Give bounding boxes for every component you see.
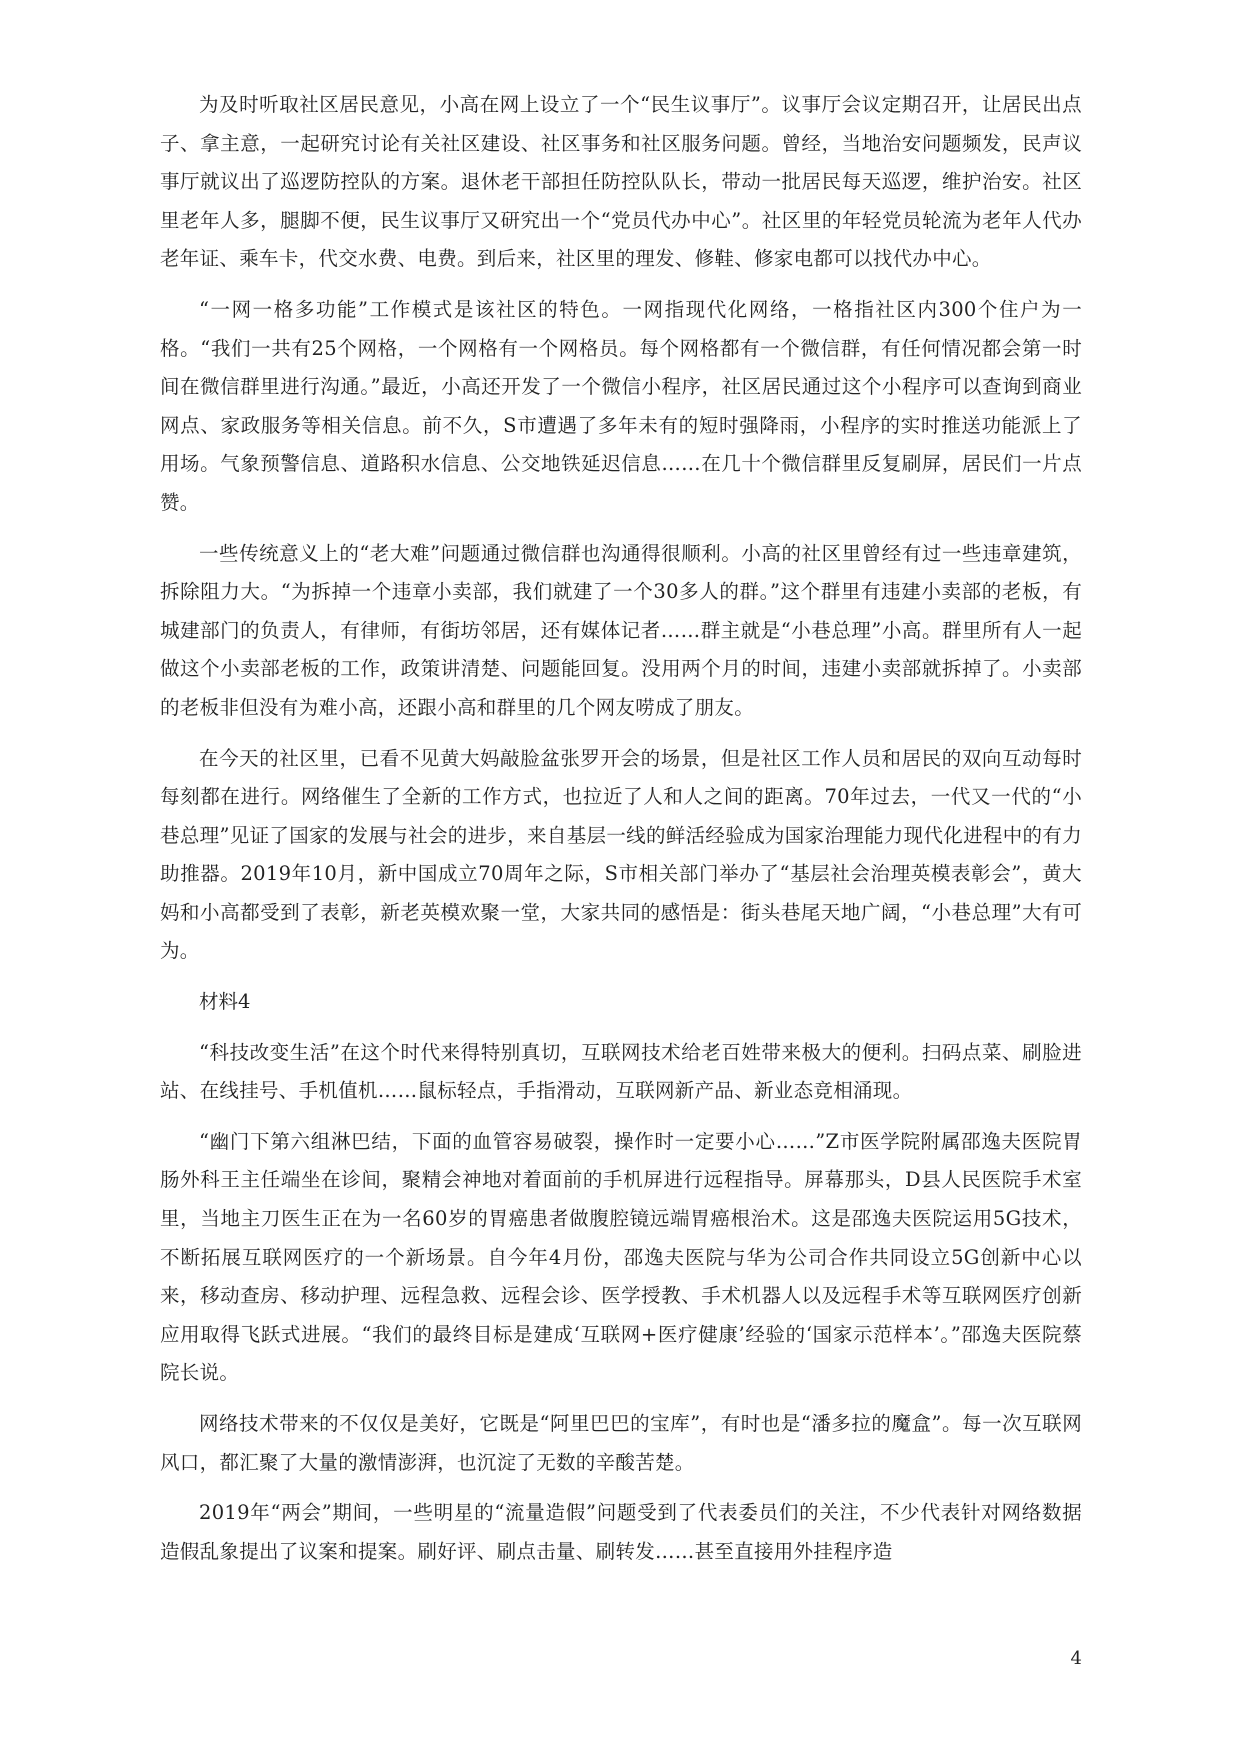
paragraph-2: “一网一格多功能”工作模式是该社区的特色。一网指现代化网络，一格指社区内300个住户为一格。“我们一共有25个网格，一个网格有一个网格员。每个网格都有一个微信群，有任何情况都会第一时间在微信群里进行沟通。”最近，小高还开发了一个微信小程序，社区居民通过这个小程序可以查询到商业网点、家政服务等相关信息。前不久，S市遭遇了多年未有的短时强降雨，小程序的实时推送功能派上了用场。气象预警信息、道路积水信息、公交地铁延迟信息……在几十个微信群里反复刷屏，居民们一片点赞。 xyxy=(160,297,1082,514)
section-paragraph-3: 网络技术带来的不仅仅是美好，它既是“阿里巴巴的宝库”，有时也是“潘多拉的魔盒”。每一次互联网风口，都汇聚了大量的激情澎湃，也沉淀了无数的辛酸苦楚。 xyxy=(160,1412,1082,1474)
paragraph-1: 为及时听取社区居民意见，小高在网上设立了一个“民生议事厅”。议事厅会议定期召开，让居民出点子、拿主意，一起研究讨论有关社区建设、社区事务和社区服务问题。曾经，当地治安问题频发，民声议事厅就议出了巡逻防控队的方案。退休老干部担任防控队队长，带动一批居民每天巡逻，维护治安。社区里老年人多，腿脚不便，民生议事厅又研究出一个“党员代办中心”。社区里的年轻党员轮流为老年人代办老年证、乘车卡，代交水费、电费。到后来，社区里的理发、修鞋、修家电都可以找代办中心。 xyxy=(160,93,1082,271)
paragraph-4: 在今天的社区里，已看不见黄大妈敲脸盆张罗开会的场景，但是社区工作人员和居民的双向互动每时每刻都在进行。网络催生了全新的工作方式，也拉近了人和人之间的距离。70年过去，一代又一代的“小巷总理”见证了国家的发展与社会的进步，来自基层一线的鲜活经验成为国家治理能力现代化进程中的有力助推器。2019年10月，新中国成立70周年之际，S市相关部门举办了“基层社会治理英模表彰会”，黄大妈和小高都受到了表彰，新老英模欢聚一堂，大家共同的感悟是：街头巷尾天地广阔，“小巷总理”大有可为。 xyxy=(160,746,1082,963)
section-paragraph-4: 2019年“两会”期间，一些明星的“流量造假”问题受到了代表委员们的关注，不少代表针对网络数据造假乱象提出了议案和提案。刷好评、刷点击量、刷转发……甚至直接用外挂程序造 xyxy=(160,1501,1082,1563)
paragraph-3: 一些传统意义上的“老大难”问题通过微信群也沟通得很顺利。小高的社区里曾经有过一些违章建筑，拆除阻力大。“为拆掉一个违章小卖部，我们就建了一个30多人的群。”这个群里有违建小卖部的老板，有城建部门的负责人，有律师，有街坊邻居，还有媒体记者……群主就是“小巷总理”小高。群里所有人一起做这个小卖部老板的工作，政策讲清楚、问题能回复。没用两个月的时间，违建小卖部就拆掉了。小卖部的老板非但没有为难小高，还跟小高和群里的几个网友唠成了朋友。 xyxy=(160,541,1082,719)
section-paragraph-1: “科技改变生活”在这个时代来得特别真切，互联网技术给老百姓带来极大的便利。扫码点菜、刷脸进站、在线挂号、手机值机……鼠标轻点，手指滑动，互联网新产品、新业态竞相涌现。 xyxy=(160,1040,1082,1103)
page-number: 4 xyxy=(1070,1648,1082,1669)
section-paragraph-2: “幽门下第六组淋巴结，下面的血管容易破裂，操作时一定要小心……”Z市医学院附属邵逸夫医院胃肠外科王主任端坐在诊间，聚精会神地对着面前的手机屏进行远程指导。屏幕那头，D县人民医院手术室里，当地主刀医生正在为一名60岁的胃癌患者做腹腔镜远端胃癌根治术。这是邵逸夫医院运用5G技术，不断拓展互联网医疗的一个新场景。自今年4月份，邵逸夫医院与华为公司合作共同设立5G创新中心以来，移动查房、移动护理、远程急救、远程会诊、医学授教、手术机器人以及远程手术等互联网医疗创新应用取得飞跃式进展。“我们的最终目标是建成‘互联网+医疗健康’经验的‘国家示范样本’。”邵逸夫医院蔡院长说。 xyxy=(160,1129,1082,1385)
section-heading: 材料4 xyxy=(199,990,251,1014)
body-text xyxy=(160,86,1082,1583)
